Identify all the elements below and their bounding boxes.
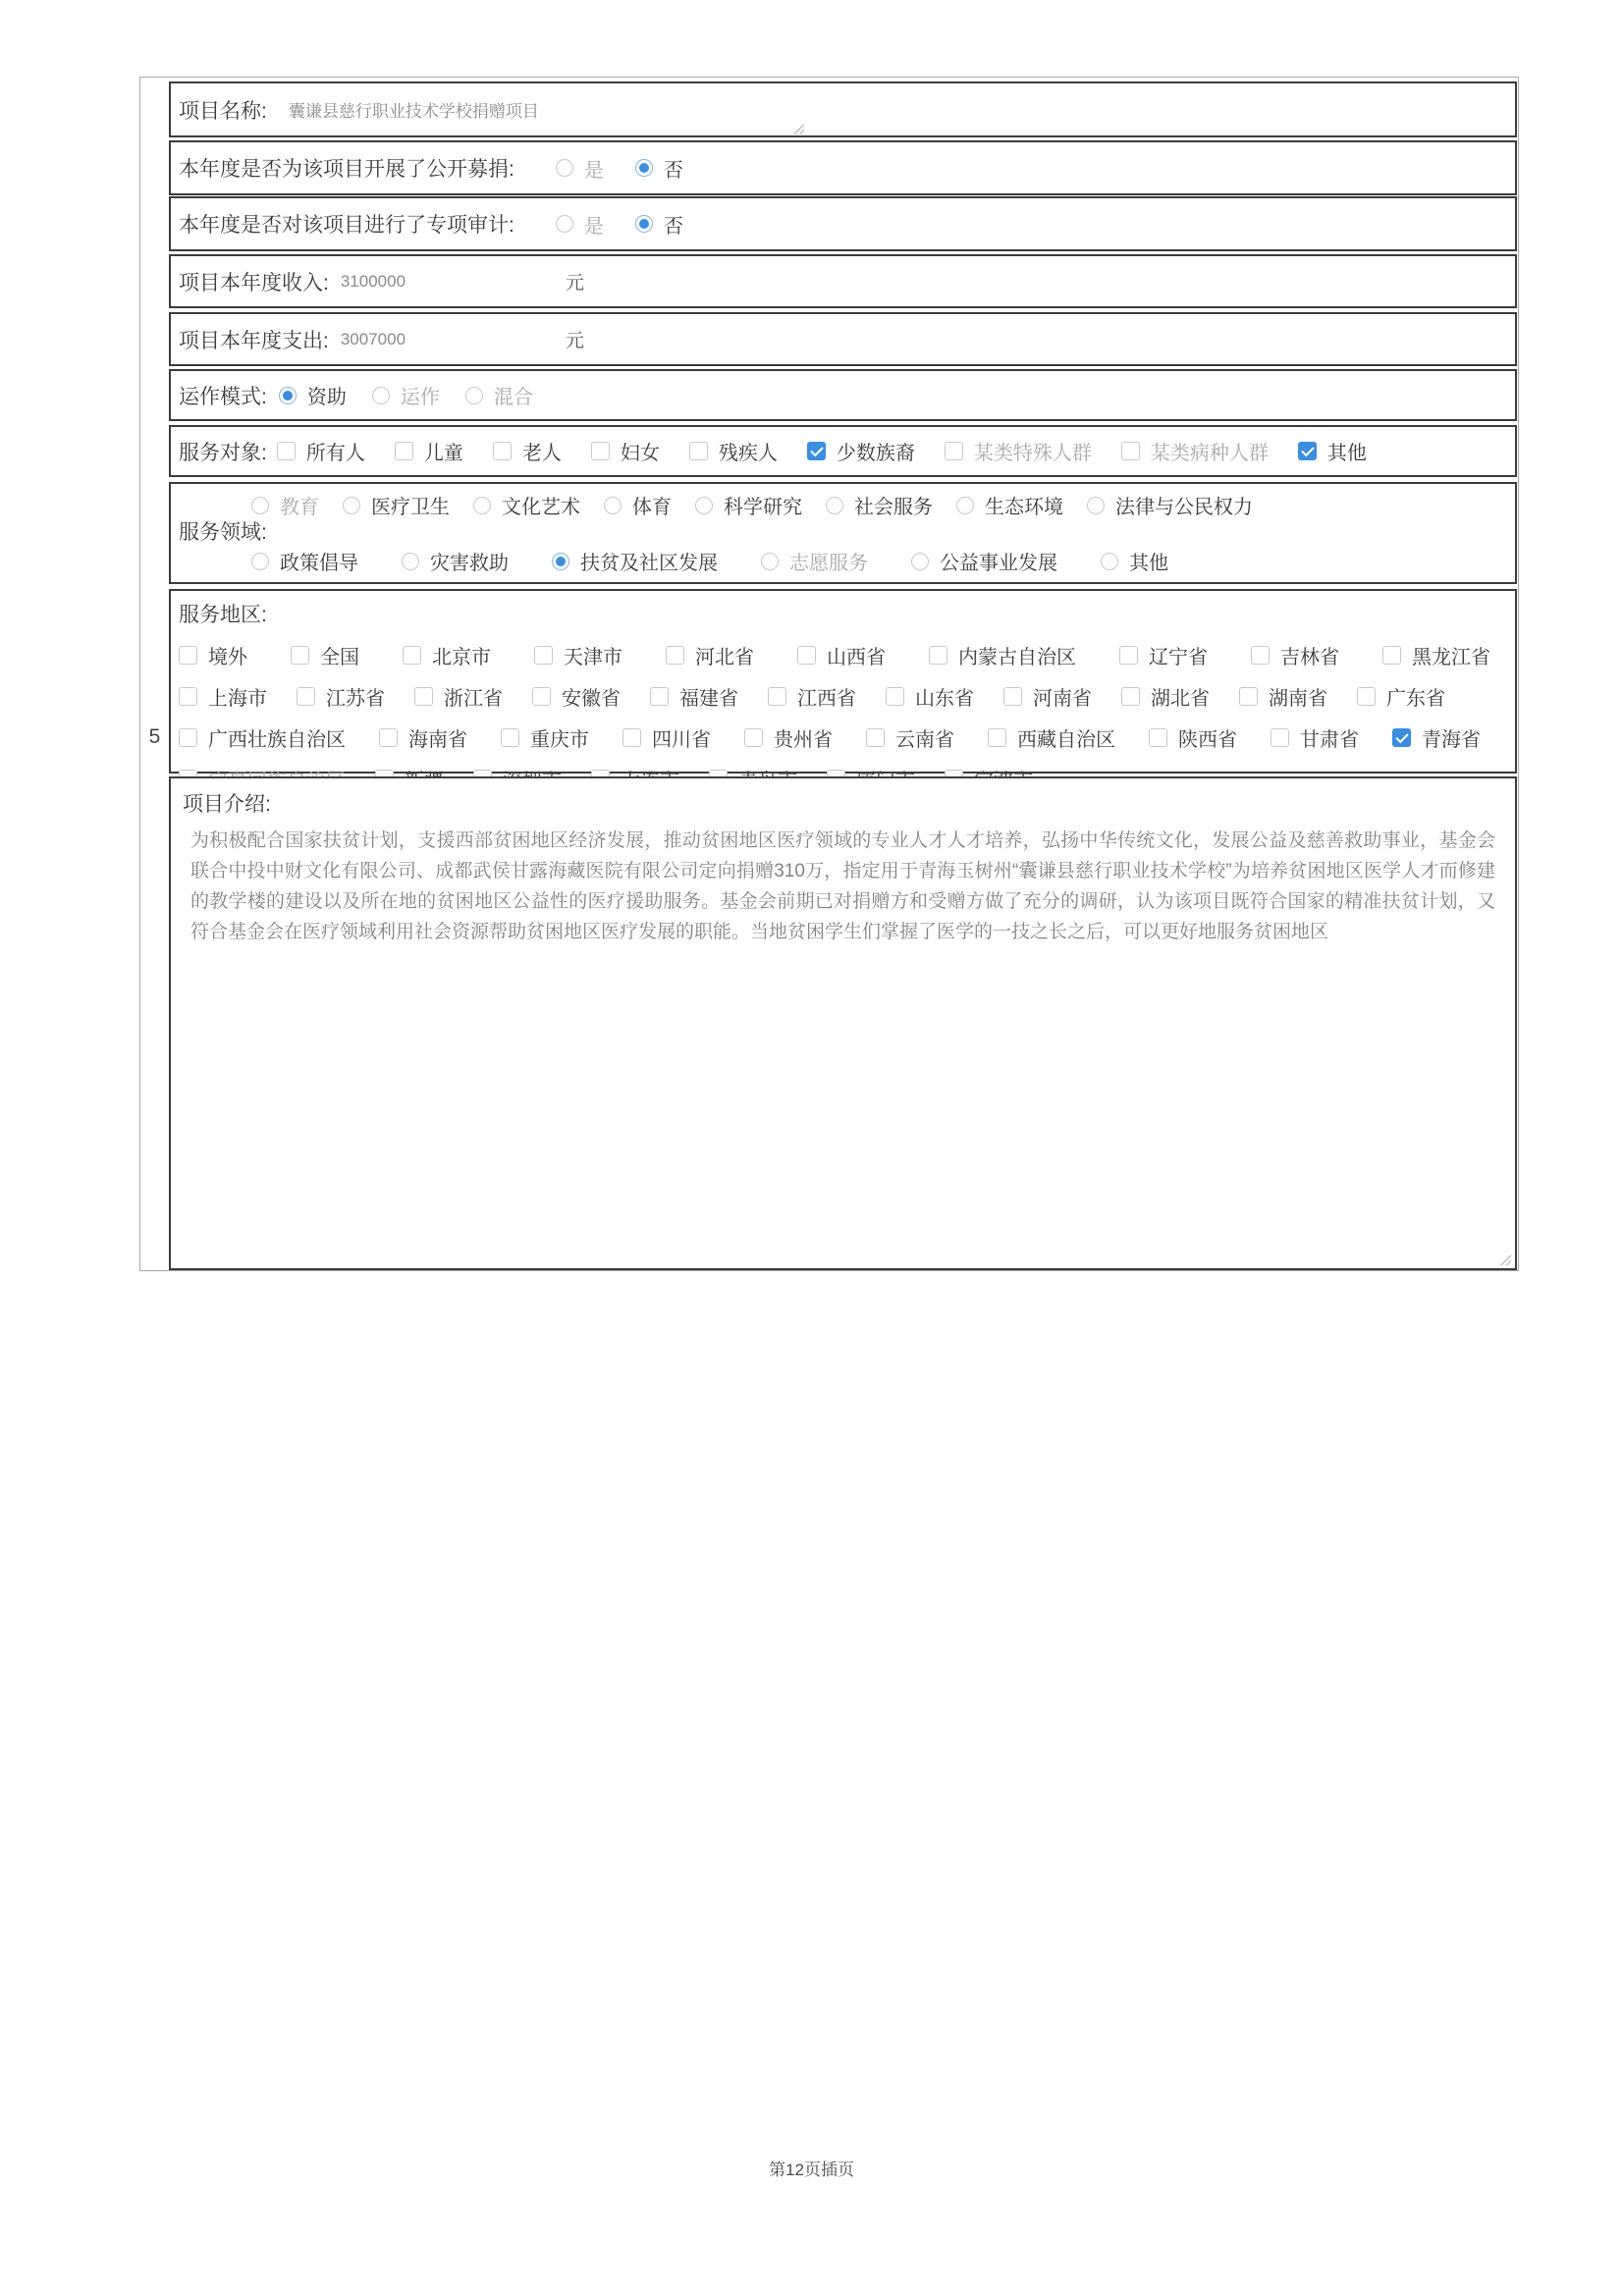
radio-option[interactable]: [911, 547, 1057, 575]
option-label: 浙江省: [444, 688, 503, 710]
option-label: 扶贫及社区发展: [580, 553, 718, 574]
option-label: 全国: [320, 647, 359, 668]
checkbox-icon[interactable]: [179, 687, 197, 706]
option-label: 儿童: [423, 443, 463, 464]
option-label: 河北省: [695, 647, 754, 668]
option-label: 社会服务: [854, 497, 933, 518]
checkbox-icon[interactable]: [650, 687, 669, 706]
row-operation-mode: [169, 369, 1517, 421]
checkbox-icon[interactable]: [945, 442, 963, 460]
service-areas-line2: [179, 682, 1505, 711]
option-label: 所有人: [305, 443, 365, 464]
checkbox-option[interactable]: [744, 723, 833, 752]
radio-icon[interactable]: [635, 159, 653, 177]
checkbox-option[interactable]: [622, 723, 711, 752]
checkbox-icon[interactable]: [379, 728, 398, 747]
checkbox-option[interactable]: [929, 641, 1076, 669]
option-label: 运作: [400, 387, 440, 408]
checkbox-icon[interactable]: [532, 687, 551, 706]
radio-icon[interactable]: [473, 497, 491, 514]
project-name-input[interactable]: 囊谦县慈行职业技术学校捐赠项目: [288, 102, 539, 121]
checkbox-icon[interactable]: [1149, 728, 1167, 747]
radio-icon[interactable]: [956, 497, 974, 514]
checkbox-option[interactable]: [988, 723, 1115, 752]
option-label: 志愿服务: [789, 553, 868, 574]
page-footer: 第12页插页: [769, 2161, 854, 2179]
checkbox-option[interactable]: [866, 723, 954, 752]
checkbox-icon[interactable]: [744, 728, 763, 747]
checkbox-option[interactable]: [945, 437, 1092, 465]
operation-mode-radio-group: [279, 381, 533, 409]
row-project-intro: [169, 776, 1517, 1270]
checkbox-option[interactable]: [1119, 641, 1208, 669]
public-fundraising-radio-group: [556, 154, 683, 183]
option-label: 政策倡导: [280, 553, 358, 574]
checkbox-option[interactable]: [493, 437, 562, 465]
expense-unit: 元: [566, 331, 585, 351]
radio-option[interactable]: [552, 547, 718, 575]
row-special-audit: [169, 196, 1517, 251]
radio-icon[interactable]: [279, 387, 297, 404]
option-label: 西藏自治区: [1017, 729, 1115, 751]
option-label: 医疗卫生: [371, 497, 450, 518]
checkbox-icon[interactable]: [866, 728, 885, 747]
checkbox-option[interactable]: [395, 437, 463, 465]
annual-income-label: 项目本年度收入:: [179, 271, 329, 294]
checkbox-option[interactable]: [797, 641, 886, 669]
checkbox-option[interactable]: [666, 641, 754, 669]
row-public-fundraising: [169, 140, 1517, 195]
radio-icon[interactable]: [251, 553, 269, 570]
checkbox-icon[interactable]: [689, 442, 708, 460]
radio-option[interactable]: [251, 491, 319, 519]
project-intro-textarea[interactable]: 为积极配合国家扶贫计划，支援西部贫困地区经济发展，推动贫困地区医疗领域的专业人才人才培养，弘扬中华传统文化，发展公益及慈善救助事业，基金会联合中投中财文化有限公司、成都武侯甘露海藏医院有限公司定向捐赠310万，指定用于青海玉树州“囊谦县慈行职业技术学校”为培养贫困地区医学人才而修建的教学楼的建设以及所在地的贫困地区公益性的医疗援助服务。基金会前期已对捐赠方和受赠方做了充分的调研，认为该项目既符合国家的精准扶贫计划，又符合基金会在医疗领域利用社会资源帮助贫困地区医疗发展的职能。当地贫困学生们掌握了医学的一技之长之后，可以更好地服务贫困地区: [190, 830, 1495, 942]
option-label: 重庆市: [530, 729, 589, 751]
checkbox-icon[interactable]: [768, 687, 786, 706]
radio-icon[interactable]: [556, 215, 573, 233]
checkbox-icon[interactable]: [291, 646, 309, 665]
service-areas-line3: [179, 723, 1505, 752]
checkbox-option[interactable]: [807, 437, 915, 465]
checkbox-option[interactable]: [297, 682, 385, 711]
radio-option[interactable]: [402, 547, 509, 575]
checkbox-icon[interactable]: [807, 442, 826, 460]
option-label: 湖北省: [1151, 688, 1210, 710]
checkbox-icon[interactable]: [886, 687, 904, 706]
option-label: 四川省: [652, 729, 711, 751]
checkbox-icon[interactable]: [1357, 687, 1376, 706]
checkbox-icon[interactable]: [666, 646, 684, 665]
checkbox-icon[interactable]: [797, 646, 816, 665]
option-label: 某类特殊人群: [973, 443, 1092, 464]
option-label: 妇女: [620, 443, 660, 464]
radio-option[interactable]: [465, 381, 533, 409]
radio-option[interactable]: [556, 210, 604, 239]
option-label: 湖南省: [1269, 688, 1327, 710]
option-label: 山东省: [915, 688, 974, 710]
checkbox-option[interactable]: [689, 437, 778, 465]
checkbox-option[interactable]: [1121, 437, 1269, 465]
row-service-areas: [169, 589, 1517, 774]
option-label: 河南省: [1033, 688, 1092, 710]
checkbox-icon[interactable]: [501, 728, 519, 747]
option-label: 其他: [1326, 443, 1367, 464]
checkbox-option[interactable]: [1382, 641, 1490, 669]
checkbox-icon[interactable]: [414, 687, 433, 706]
option-label: 吉林省: [1280, 647, 1339, 668]
radio-icon[interactable]: [761, 553, 779, 570]
resize-handle-icon[interactable]: [1496, 1253, 1511, 1265]
service-targets-label: 服务对象:: [179, 441, 267, 464]
expense-input[interactable]: 3007000: [340, 329, 406, 348]
income-unit: 元: [566, 273, 585, 294]
checkbox-option[interactable]: [886, 682, 974, 711]
option-label: 甘肃省: [1300, 729, 1359, 751]
checkbox-icon[interactable]: [297, 687, 315, 706]
service-fields-line1: [251, 491, 1505, 519]
radio-icon[interactable]: [343, 497, 360, 514]
row-number: 5: [148, 725, 161, 748]
checkbox-option[interactable]: [1298, 437, 1367, 465]
option-label: 否: [663, 159, 683, 182]
checkbox-option[interactable]: [1149, 723, 1237, 752]
option-label: 上海市: [208, 688, 267, 710]
option-label: 法律与公民权力: [1115, 497, 1253, 518]
option-label: 境外: [208, 647, 247, 668]
checkbox-icon[interactable]: [591, 442, 610, 460]
checkbox-option[interactable]: [1251, 641, 1339, 669]
radio-option[interactable]: [695, 491, 802, 519]
checkbox-option[interactable]: [414, 682, 503, 711]
radio-option[interactable]: [604, 491, 672, 519]
option-label: 体育: [632, 497, 672, 518]
checkbox-option[interactable]: [179, 682, 267, 711]
checkbox-icon[interactable]: [403, 646, 421, 665]
option-label: 福建省: [679, 688, 738, 710]
option-label: 广东省: [1386, 688, 1445, 710]
checkbox-icon[interactable]: [493, 442, 512, 460]
special-audit-radio-group: [556, 210, 683, 239]
radio-icon[interactable]: [1101, 553, 1118, 570]
option-label: 是: [583, 159, 604, 182]
service-areas-line1: [179, 641, 1505, 669]
option-label: 贵州省: [774, 729, 833, 751]
option-label: 广西壮族自治区: [208, 729, 346, 751]
radio-option[interactable]: [372, 381, 440, 409]
checkbox-icon[interactable]: [277, 442, 296, 460]
radio-option[interactable]: [1087, 491, 1253, 519]
option-label: 北京市: [432, 647, 491, 668]
row-annual-income: [169, 254, 1517, 308]
checkbox-option[interactable]: [179, 641, 247, 669]
checkbox-icon[interactable]: [1239, 687, 1258, 706]
resize-handle-icon[interactable]: [789, 122, 804, 134]
radio-icon[interactable]: [826, 497, 843, 514]
checkbox-option[interactable]: [291, 641, 359, 669]
checkbox-option[interactable]: [1121, 682, 1210, 711]
option-label: 教育: [280, 497, 319, 518]
radio-icon[interactable]: [372, 387, 390, 404]
checkbox-icon[interactable]: [1003, 687, 1022, 706]
checkbox-option[interactable]: [1357, 682, 1445, 711]
option-label: 否: [663, 215, 683, 238]
option-label: 残疾人: [718, 443, 778, 464]
radio-icon[interactable]: [911, 553, 929, 570]
option-label: 资助: [306, 387, 347, 408]
checkbox-icon[interactable]: [395, 442, 413, 460]
row-annual-expense: [169, 312, 1517, 366]
radio-option[interactable]: [635, 154, 683, 183]
annual-expense-label: 项目本年度支出:: [179, 329, 329, 352]
checkbox-icon[interactable]: [1121, 442, 1140, 460]
checkbox-option[interactable]: [532, 682, 621, 711]
checkbox-option[interactable]: [1271, 723, 1359, 752]
option-label: 云南省: [895, 729, 954, 751]
option-label: 安徽省: [562, 688, 621, 710]
row-service-fields: [169, 482, 1517, 584]
radio-icon[interactable]: [465, 387, 483, 404]
option-label: 公益事业发展: [940, 553, 1057, 574]
radio-option[interactable]: [956, 491, 1063, 519]
checkbox-icon[interactable]: [179, 646, 197, 665]
radio-icon[interactable]: [695, 497, 713, 514]
radio-option[interactable]: [343, 491, 450, 519]
option-label: 内蒙古自治区: [958, 647, 1076, 668]
option-label: 陕西省: [1178, 729, 1237, 751]
radio-option[interactable]: [279, 381, 347, 409]
checkbox-icon[interactable]: [1119, 646, 1138, 665]
option-label: 海南省: [408, 729, 467, 751]
radio-option[interactable]: [761, 547, 868, 575]
radio-option[interactable]: [1101, 547, 1168, 575]
option-label: 科学研究: [724, 497, 802, 518]
row-service-targets: [169, 425, 1517, 477]
form-table: [139, 77, 1519, 1271]
operation-mode-label: 运作模式:: [179, 385, 267, 408]
service-fields-line2: [251, 547, 1505, 575]
option-label: 山西省: [827, 647, 886, 668]
radio-option[interactable]: [251, 547, 358, 575]
checkbox-option[interactable]: [650, 682, 738, 711]
radio-icon[interactable]: [1087, 497, 1105, 514]
option-label: 青海省: [1422, 729, 1481, 751]
checkbox-icon[interactable]: [622, 728, 641, 747]
checkbox-icon[interactable]: [1271, 728, 1289, 747]
option-label: 文化艺术: [502, 497, 580, 518]
option-label: 黑龙江省: [1412, 647, 1490, 668]
checkbox-icon[interactable]: [534, 646, 553, 665]
radio-icon[interactable]: [635, 215, 653, 233]
radio-option[interactable]: [635, 210, 683, 239]
radio-icon[interactable]: [552, 553, 569, 570]
option-label: 少数族裔: [836, 443, 915, 464]
option-label: 老人: [521, 443, 562, 464]
option-label: 江苏省: [326, 688, 385, 710]
radio-option[interactable]: [826, 491, 933, 519]
checkbox-option[interactable]: [1003, 682, 1092, 711]
radio-icon[interactable]: [556, 159, 573, 177]
option-label: 是: [583, 215, 604, 238]
checkbox-option[interactable]: [379, 723, 467, 752]
checkbox-option[interactable]: [277, 437, 365, 465]
checkbox-option[interactable]: [534, 641, 622, 669]
option-label: 江西省: [797, 688, 856, 710]
checkbox-option[interactable]: [591, 437, 660, 465]
option-label: 灾害救助: [430, 553, 509, 574]
special-audit-label: 本年度是否对该项目进行了专项审计:: [179, 214, 514, 237]
service-fields-radio-group: [251, 491, 1505, 575]
radio-icon[interactable]: [251, 497, 269, 514]
service-targets-checkbox-group: [277, 437, 1367, 465]
option-label: 辽宁省: [1149, 647, 1208, 668]
option-label: 某类病种人群: [1150, 443, 1269, 464]
checkbox-icon[interactable]: [1298, 442, 1317, 460]
option-label: 混合: [493, 387, 533, 408]
checkbox-icon[interactable]: [1251, 646, 1270, 665]
checkbox-icon[interactable]: [988, 728, 1006, 747]
checkbox-option[interactable]: [1239, 682, 1327, 711]
checkbox-option[interactable]: [179, 723, 346, 752]
income-input[interactable]: 3100000: [340, 271, 406, 291]
checkbox-option[interactable]: [1392, 723, 1481, 752]
option-label: 生态环境: [985, 497, 1063, 518]
checkbox-option[interactable]: [768, 682, 856, 711]
public-fundraising-label: 本年度是否为该项目开展了公开募捐:: [179, 158, 514, 181]
service-fields-label: 服务领域:: [179, 520, 267, 544]
radio-option[interactable]: [556, 154, 604, 183]
service-areas-label: 服务地区:: [179, 604, 267, 626]
checkbox-icon[interactable]: [1392, 728, 1411, 747]
checkbox-icon[interactable]: [179, 728, 197, 747]
project-name-label: 项目名称:: [179, 99, 267, 123]
checkbox-option[interactable]: [403, 641, 491, 669]
checkbox-icon[interactable]: [929, 646, 947, 665]
radio-icon[interactable]: [402, 553, 419, 570]
checkbox-icon[interactable]: [1382, 646, 1401, 665]
checkbox-icon[interactable]: [1121, 687, 1140, 706]
project-intro-label: 项目介绍:: [183, 793, 271, 816]
radio-icon[interactable]: [604, 497, 622, 514]
option-label: 其他: [1129, 553, 1168, 574]
option-label: 天津市: [564, 647, 622, 668]
checkbox-option[interactable]: [501, 723, 589, 752]
radio-option[interactable]: [473, 491, 580, 519]
row-project-name: [169, 81, 1517, 137]
